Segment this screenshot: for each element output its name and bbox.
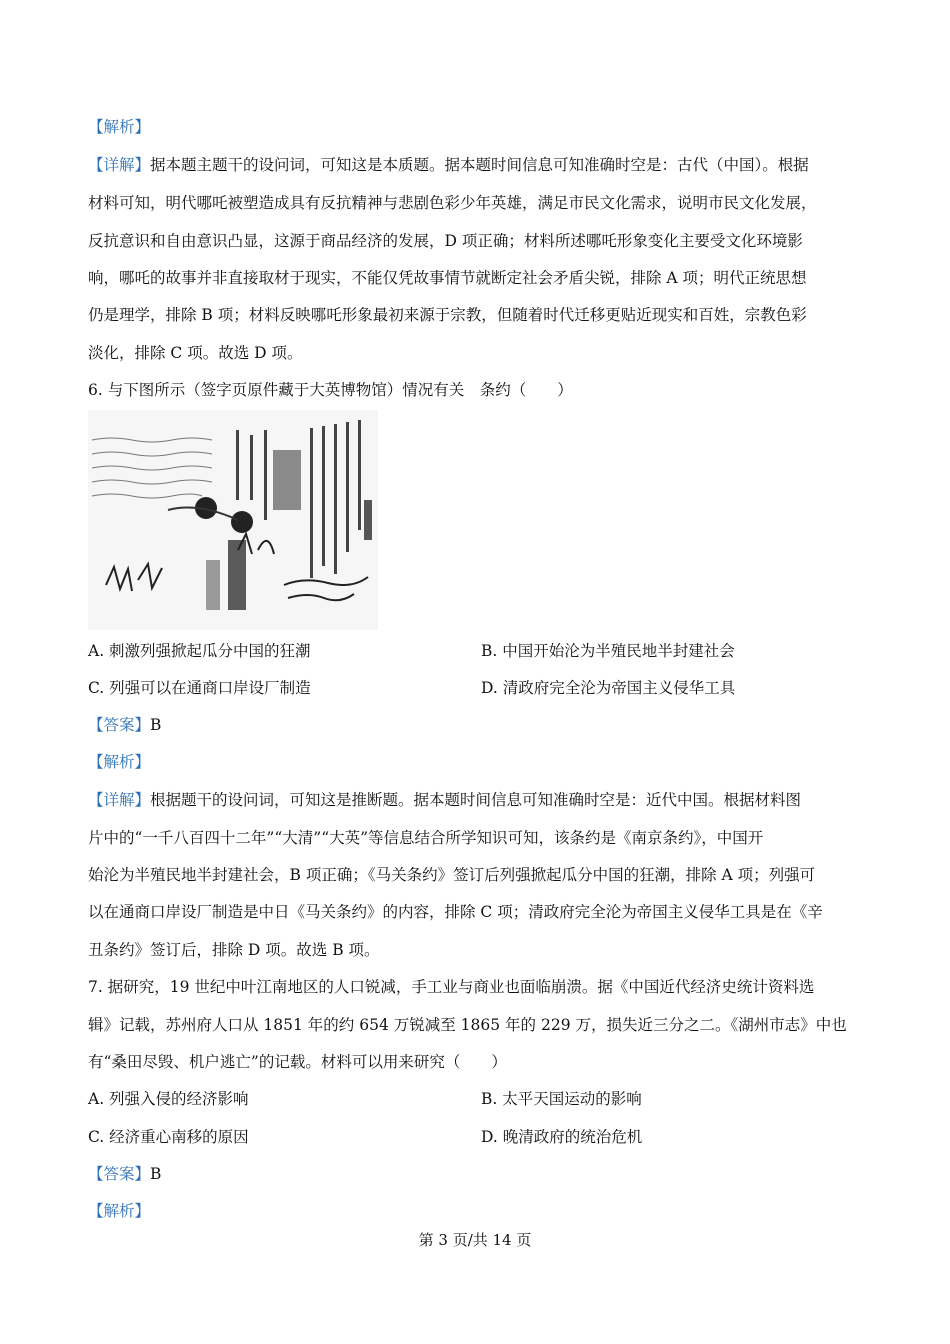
q6-option-b: B. 中国开始沦为半殖民地半封建社会 xyxy=(481,642,735,660)
treaty-signature-page-image xyxy=(88,410,378,630)
q7-stem-line-3: 有“桑田尽毁、机户逃亡”的记载。材料可以用来研究（ ） xyxy=(88,1053,507,1071)
q6-analysis-label: 【解析】 xyxy=(88,753,151,771)
q7-stem-line-2: 辑》记载，苏州府人口从 1851 年的约 654 万锐减至 1865 年的 229 万，损失近三分之二。《湖州市志》中也 xyxy=(88,1016,847,1034)
q5-detail-label: 【详解】 xyxy=(88,156,151,174)
q7-analysis-label: 【解析】 xyxy=(88,1202,151,1220)
q6-option-c: C. 列强可以在通商口岸设厂制造 xyxy=(88,679,311,697)
q7-option-d: D. 晚清政府的统治危机 xyxy=(481,1128,643,1146)
q5-detail-line-6: 淡化，排除 C 项。故选 D 项。 xyxy=(88,344,303,362)
q7-answer xyxy=(88,1164,161,1184)
q6-option-a: A. 刺激列强掀起瓜分中国的狂潮 xyxy=(88,642,311,660)
q5-detail-line-1: 【详解】据本题主题干的设问词，可知这是本质题。据本题时间信息可知准确时空是：古代（中国）。根据 xyxy=(88,156,809,174)
q5-detail-line-3: 反抗意识和自由意识凸显，这源于商品经济的发展，D 项正确；材料所述哪吒形象变化主要受文化环境影 xyxy=(88,232,803,250)
q6-detail-line-2: 片中的“一千八百四十二年”“大清”“大英”等信息结合所学知识可知，该条约是《南京条约》，中国开 xyxy=(88,829,764,847)
q5-detail-line-2: 材料可知，明代哪吒被塑造成具有反抗精神与悲剧色彩少年英雄，满足市民文化需求，说明市民文化发展， xyxy=(88,194,817,212)
q6-answer-label: 【答案】 xyxy=(88,716,151,734)
q6-stem: 6. 与下图所示（签字页原件藏于大英博物馆）情况有关 条约（ ） xyxy=(88,381,573,399)
treaty-scan-illustration xyxy=(88,410,378,630)
q6-detail-line-1: 【详解】根据题干的设问词，可知这是推断题。据本题时间信息可知准确时空是：近代中国。根据材料图 xyxy=(88,791,802,809)
q7-option-b: B. 太平天国运动的影响 xyxy=(481,1090,642,1108)
q6-answer xyxy=(88,715,161,735)
q5-detail-line-4: 响，哪吒的故事并非直接取材于现实，不能仅凭故事情节就断定社会矛盾尖锐，排除 A 项；明代正统思想 xyxy=(88,269,807,287)
q6-detail-line-4: 以在通商口岸设厂制造是中日《马关条约》的内容，排除 C 项；清政府完全沦为帝国主义侵华工具是在《辛 xyxy=(88,903,823,921)
q7-answer-label: 【答案】 xyxy=(88,1165,151,1183)
q6-option-d: D. 清政府完全沦为帝国主义侵华工具 xyxy=(481,679,736,697)
q7-option-c: C. 经济重心南移的原因 xyxy=(88,1128,249,1146)
page-footer: 第 3 页/共 14 页 xyxy=(418,1231,532,1249)
q6-detail-label: 【详解】 xyxy=(88,791,151,809)
q6-detail-line-5: 丑条约》签订后，排除 D 项。故选 B 项。 xyxy=(88,941,380,959)
q7-stem-line-1: 7. 据研究，19 世纪中叶江南地区的人口锐减，手工业与商业也面临崩溃。据《中国近代经济史统计资料选 xyxy=(88,978,815,996)
q6-detail-line-3: 始沦为半殖民地半封建社会，B 项正确；《马关条约》签订后列强掀起瓜分中国的狂潮，排除 A 项；列强可 xyxy=(88,866,816,884)
q7-option-a: A. 列强入侵的经济影响 xyxy=(88,1090,249,1108)
q5-analysis-label: 【解析】 xyxy=(88,118,151,136)
q6-answer-value: B xyxy=(150,716,162,734)
q5-detail-line-5: 仍是理学，排除 B 项；材料反映哪吒形象最初来源于宗教，但随着时代迁移更贴近现实和百姓，宗教色彩 xyxy=(88,306,807,324)
q7-answer-value: B xyxy=(150,1165,162,1183)
